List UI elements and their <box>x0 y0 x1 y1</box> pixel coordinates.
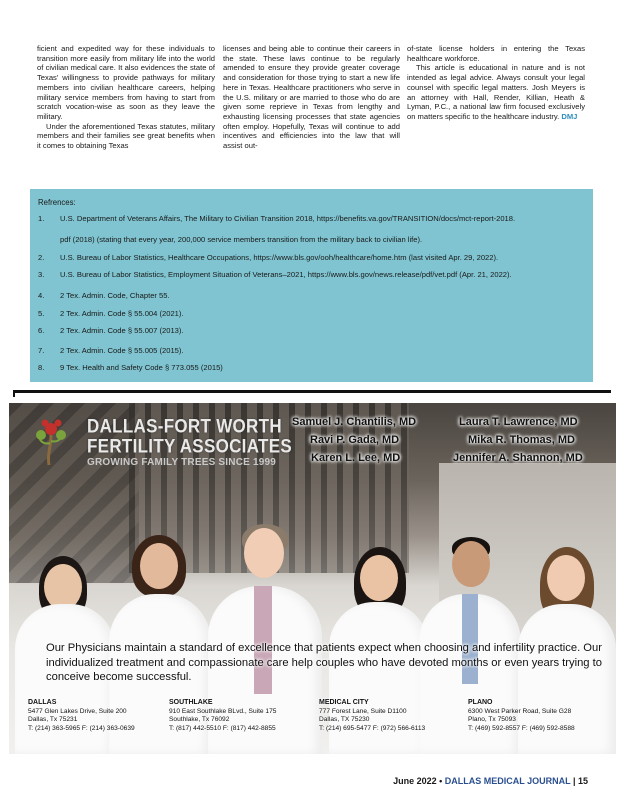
office-address: 5477 Glen Lakes Drive, Suite 200 <box>28 707 127 715</box>
reference-text: U.S. Bureau of Labor Statistics, Employment Situation of Veterans–2021, https://www.bls.gov/news.release/pdf/vet.pdf (Apr. 21, 2022). <box>60 270 512 279</box>
footer-journal-name: DALLAS MEDICAL JOURNAL <box>444 776 571 786</box>
reference-number: 7. <box>38 346 45 355</box>
article-column-2 <box>223 44 400 151</box>
doctor-name: Laura T. Lawrence, MD <box>459 416 578 428</box>
office-address: 6300 West Parker Road, Suite G28 <box>468 707 572 715</box>
doctor-name: Karen L. Lee, MD <box>311 452 401 464</box>
office-name: MEDICAL CITY <box>319 699 369 706</box>
reference-number: 6. <box>38 326 45 335</box>
office-name: SOUTHLAKE <box>169 699 213 706</box>
office-phones: T: (214) 363-5965 F: (214) 363-0639 <box>28 725 135 733</box>
reference-number: 2. <box>38 253 45 262</box>
fertility-ad <box>9 403 616 754</box>
office-address: 777 Forest Lane, Suite D1100 <box>319 707 407 715</box>
article-paragraph: Under the aforementioned Texas statutes, military members and their families see great benefits when it comes to obtaining Texas <box>37 121 215 151</box>
office-city: Southlake, Tx 76092 <box>169 716 230 724</box>
doctor-name: Mika R. Thomas, MD <box>468 434 575 446</box>
footer-page-number: | 15 <box>570 776 588 786</box>
logo-name-line2: FERTILITY ASSOCIATES <box>87 435 292 457</box>
reference-number: 1. <box>38 214 45 223</box>
doctor-name: Samuel J. Chantilis, MD <box>292 416 417 428</box>
office-city: Dallas, TX 75230 <box>319 716 370 724</box>
office-name: PLANO <box>468 699 493 706</box>
reference-number: 4. <box>38 291 45 300</box>
office-phones: T: (817) 442-5510 F: (817) 442-8855 <box>169 725 276 733</box>
reference-text: 2 Tex. Admin. Code, Chapter 55. <box>60 291 170 300</box>
reference-text: U.S. Bureau of Labor Statistics, Healthcare Occupations, https://www.bls.gov/ooh/healthcare/home.htm (last visited Apr. 29, 2022). <box>60 253 499 262</box>
reference-text: 2 Tex. Admin. Code § 55.007 (2013). <box>60 326 184 335</box>
reference-text: 9 Tex. Health and Safety Code § 773.055 (2015) <box>60 363 223 372</box>
references-title: Refrences: <box>38 198 76 207</box>
article-column-1 <box>37 44 215 151</box>
office-name: DALLAS <box>28 699 57 706</box>
article-paragraph: ficient and expedited way for these individuals to transition more easily from military life into the world of civilian medical care. It also evidences the state of Texas' willingness to provide pathways for military members into civilian healthcare careers, helping military service members from having to start from scratch vocation-wise as soon as they leave the military. <box>37 44 215 121</box>
office-address: 910 East Southlake BLvd., Suite 175 <box>169 707 277 715</box>
office-city: Dallas, Tx 75231 <box>28 716 78 724</box>
office-phones: T: (469) 592-8557 F: (469) 592-8588 <box>468 725 575 733</box>
logo-name-line1: DALLAS-FORT WORTH <box>87 415 282 437</box>
office-phones: T: (214) 695-5477 F: (972) 566-6113 <box>319 725 426 733</box>
disclaimer-text: This article is educational in nature and is not intended as legal advice. Always consult your legal counsel with specific legal matters. Josh Meyers is an attorney with Hall, Render, Killian, Heath & Lyman, P.C., a national law firm focused exclusively on matters specific to the healthcare industry. <box>407 63 585 121</box>
office-city: Plano, Tx 75093 <box>468 716 516 724</box>
reference-number: 3. <box>38 270 45 279</box>
article-paragraph <box>407 63 585 121</box>
reference-text: 2 Tex. Admin. Code § 55.005 (2015). <box>60 346 184 355</box>
end-mark: DMJ <box>561 111 578 121</box>
office-dallas <box>28 699 135 734</box>
doctor-name: Jennifer A. Shannon, MD <box>453 452 583 464</box>
reference-text: 2 Tex. Admin. Code § 55.004 (2021). <box>60 309 184 318</box>
logo-tagline: GROWING FAMILY TREES SINCE 1999 <box>87 457 277 468</box>
page-footer <box>393 776 588 786</box>
reference-text: U.S. Department of Veterans Affairs, The Military to Civilian Transition 2018, https://benefits.va.gov/TRANSITION/docs/mct-report-2018. <box>60 214 516 223</box>
reference-number: 8. <box>38 363 45 372</box>
office-southlake <box>169 699 276 734</box>
tree-logo-icon <box>29 415 73 467</box>
reference-number: 5. <box>38 309 45 318</box>
article-paragraph: licenses and being able to continue their careers in the state. These laws continue to be regularly amended to ensure they provide greater coverage and consideration for those trying to start a new life here in Texas. Healthcare practitioners who serve in the U.S. military or are married to those who do are given some reprieve in Texas from lengthy and exhausting licensing processes that state agencies often employ. Hopefully, Texas will continue to add incentives and efficiencies into the law that will assist out- <box>223 44 400 151</box>
office-medical-city <box>319 699 425 734</box>
doctor-name: Ravi P. Gada, MD <box>310 434 400 446</box>
article-paragraph: of-state license holders in entering the Texas healthcare workforce. <box>407 44 585 63</box>
reference-text: pdf (2018) (stating that every year, 200,000 service members transition from the military back to civilian life). <box>60 235 423 244</box>
footer-issue: June 2022 • <box>393 776 445 786</box>
section-divider <box>13 390 611 393</box>
section-divider-tick <box>13 390 15 397</box>
ad-tagline: Our Physicians maintain a standard of excellence that patients expect when choosing and infertility practice. Our individualized treatment and compassionate care help couples who have devoted months or even years trying to conceive become successful. <box>46 642 602 684</box>
office-plano <box>468 699 575 734</box>
article-column-3 <box>407 44 585 122</box>
